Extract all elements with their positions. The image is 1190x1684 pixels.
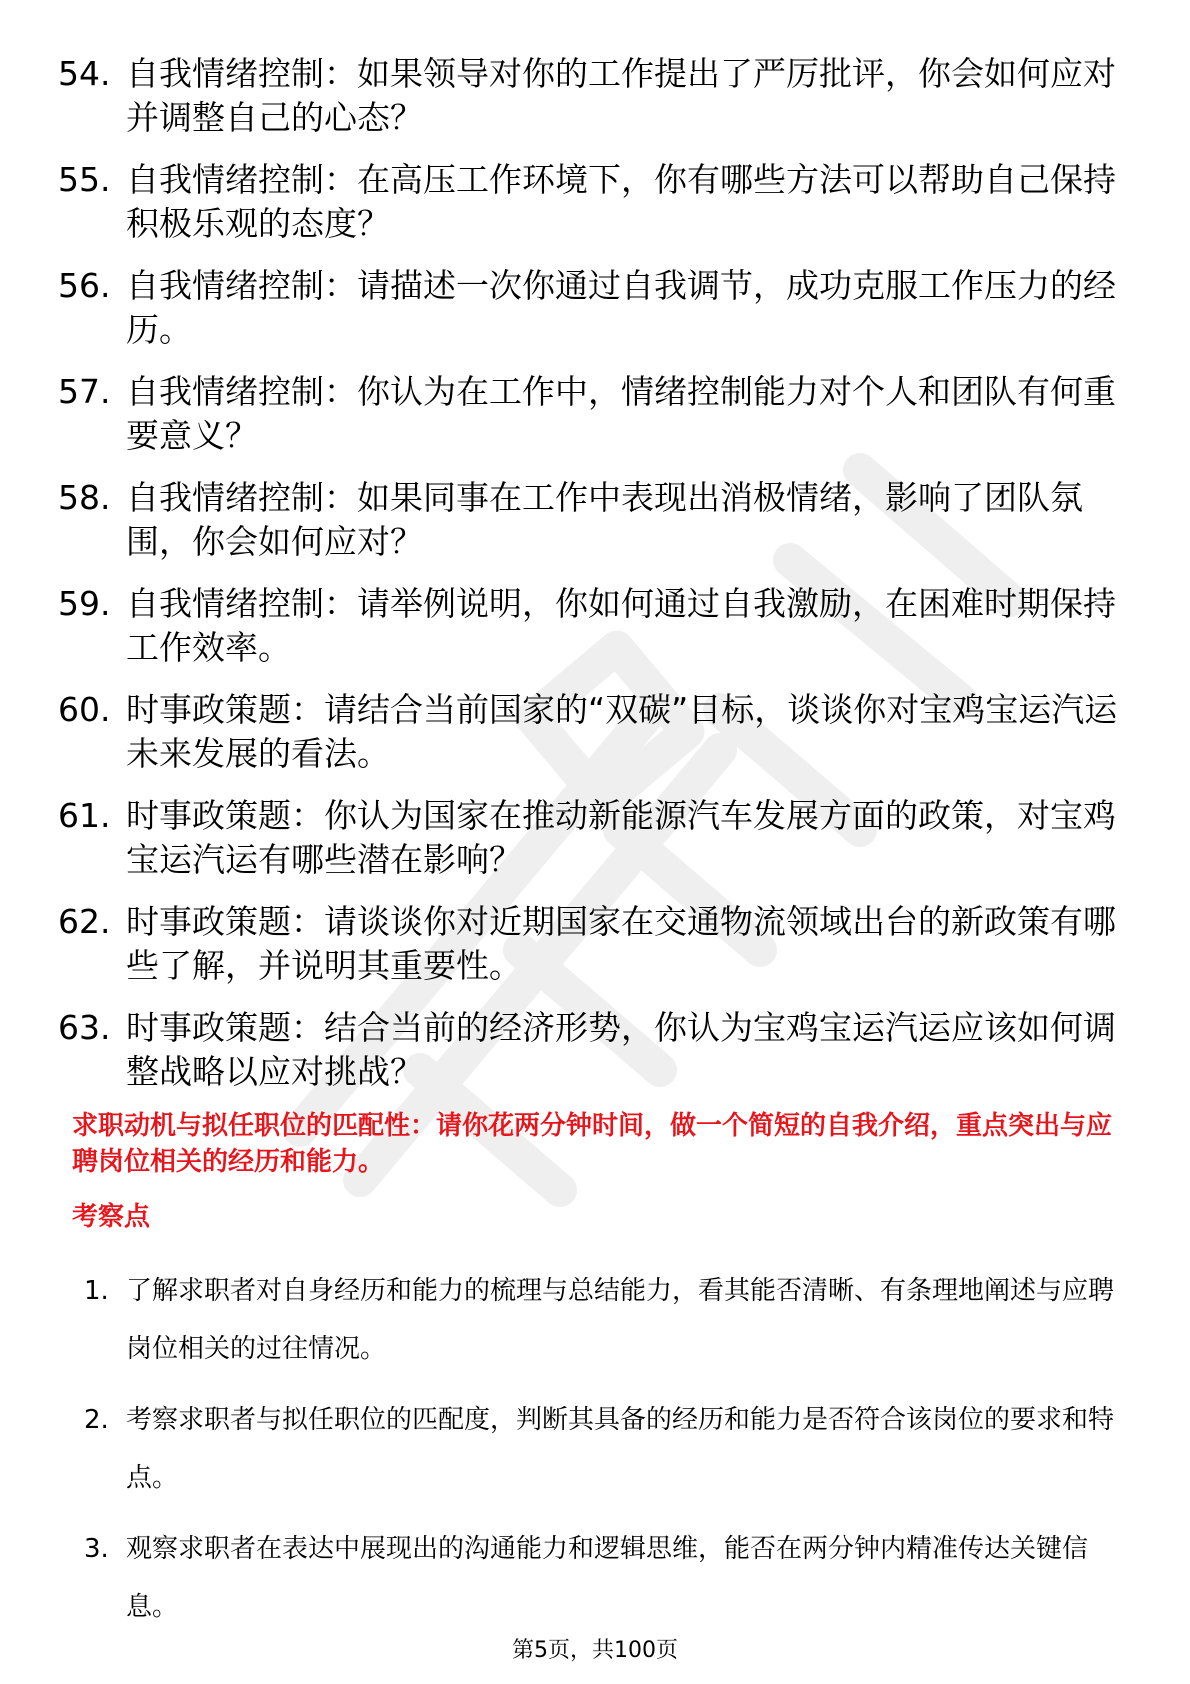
point-number: 1.	[84, 1276, 109, 1306]
question-item	[58, 476, 1128, 564]
question-text: 自我情绪控制：如果同事在工作中表现出消极情绪，影响了团队氛围，你会如何应对？	[126, 478, 1083, 561]
question-item	[58, 370, 1128, 458]
question-item	[58, 582, 1128, 670]
question-number: 62.	[58, 902, 111, 941]
question-item	[58, 158, 1128, 246]
point-number: 3.	[84, 1534, 109, 1564]
question-item	[58, 688, 1128, 776]
question-item	[58, 1006, 1128, 1094]
question-text: 自我情绪控制：请描述一次你通过自我调节，成功克服工作压力的经历。	[126, 266, 1116, 349]
question-list	[58, 52, 1128, 1112]
question-number: 55.	[58, 160, 111, 199]
question-text: 自我情绪控制：在高压工作环境下，你有哪些方法可以帮助自己保持积极乐观的态度？	[126, 160, 1116, 243]
evaluation-point	[84, 1262, 1114, 1378]
question-item	[58, 264, 1128, 352]
evaluation-point-list	[84, 1262, 1114, 1649]
point-text: 了解求职者对自身经历和能力的梳理与总结能力，看其能否清晰、有条理地阐述与应聘岗位相关的过往情况。	[126, 1276, 1115, 1364]
question-text: 时事政策题：请结合当前国家的“双碳”目标，谈谈你对宝鸡宝运汽运未来发展的看法。	[126, 690, 1118, 773]
highlight-question: 求职动机与拟任职位的匹配性：请你花两分钟时间，做一个简短的自我介绍，重点突出与应聘岗位相关的经历和能力。	[72, 1111, 1113, 1177]
question-number: 61.	[58, 796, 111, 835]
question-item	[58, 52, 1128, 140]
question-text: 自我情绪控制：请举例说明，你如何通过自我激励，在困难时期保持工作效率。	[126, 584, 1116, 667]
question-number: 54.	[58, 54, 111, 93]
evaluation-point	[84, 1391, 1114, 1507]
page-footer: 第5页，共100页	[512, 1638, 678, 1663]
point-text: 观察求职者在表达中展现出的沟通能力和逻辑思维，能否在两分钟内精准传达关键信息。	[126, 1534, 1089, 1622]
question-text: 自我情绪控制：你认为在工作中，情绪控制能力对个人和团队有何重要意义？	[126, 372, 1116, 455]
question-number: 60.	[58, 690, 111, 729]
question-number: 58.	[58, 478, 111, 517]
question-item	[58, 900, 1128, 988]
question-text: 时事政策题：你认为国家在推动新能源汽车发展方面的政策，对宝鸡宝运汽运有哪些潜在影响？	[126, 796, 1116, 879]
question-text: 时事政策题：请谈谈你对近期国家在交通物流领域出台的新政策有哪些了解，并说明其重要性。	[126, 902, 1116, 985]
question-number: 59.	[58, 584, 111, 623]
evaluation-point	[84, 1520, 1114, 1636]
question-number: 56.	[58, 266, 111, 305]
point-text: 考察求职者与拟任职位的匹配度，判断其具备的经历和能力是否符合该岗位的要求和特点。	[126, 1405, 1115, 1493]
question-text: 自我情绪控制：如果领导对你的工作提出了严厉批评，你会如何应对并调整自己的心态？	[126, 54, 1116, 137]
question-text: 时事政策题：结合当前的经济形势，你认为宝鸡宝运汽运应该如何调整战略以应对挑战？	[126, 1008, 1116, 1091]
question-number: 63.	[58, 1008, 111, 1047]
question-item	[58, 794, 1128, 882]
point-number: 2.	[84, 1405, 109, 1435]
section-title: 考察点	[72, 1202, 151, 1232]
question-number: 57.	[58, 372, 111, 411]
